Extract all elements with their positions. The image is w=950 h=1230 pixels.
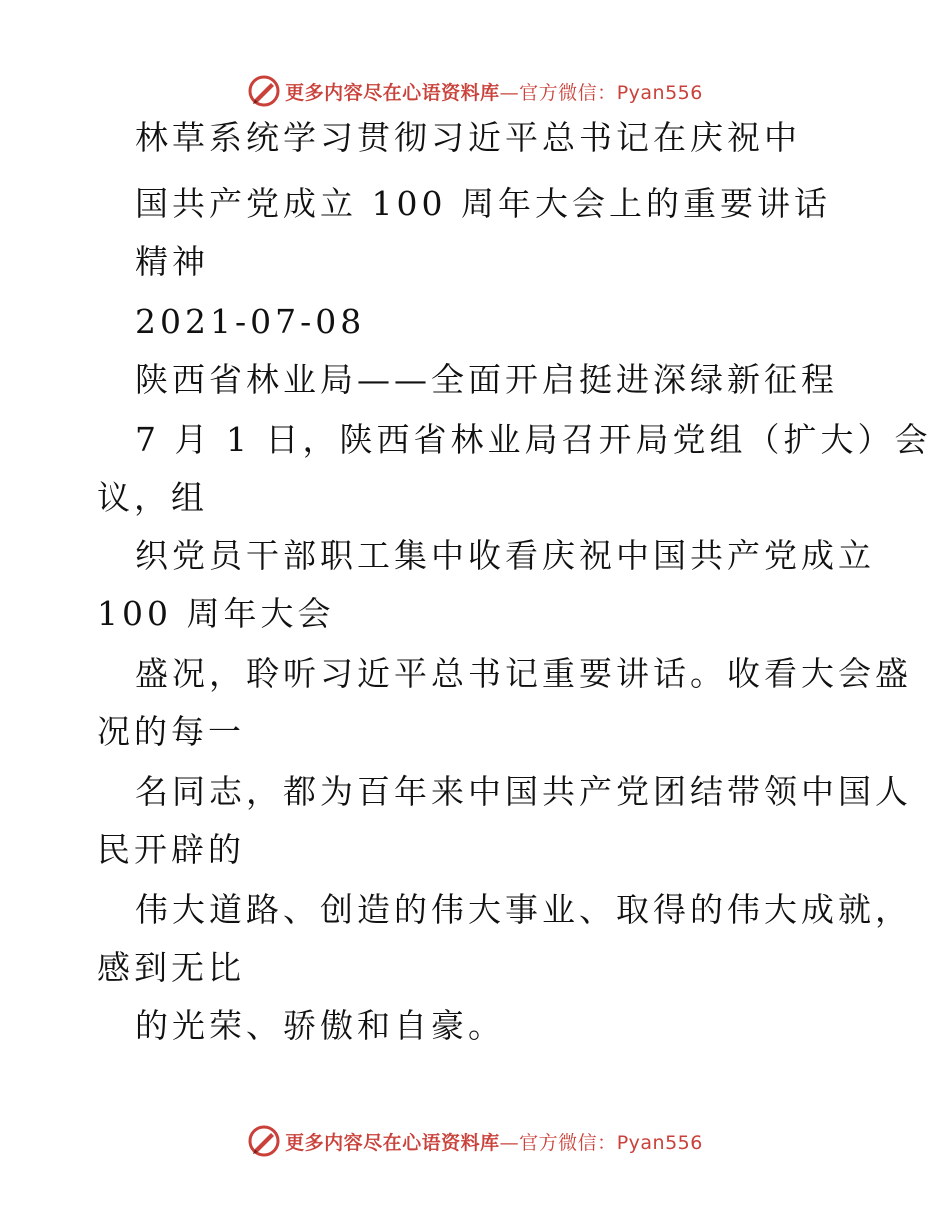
paragraph-line: 名同志，都为百年来中国共产党团结带领中国人 [135,772,912,811]
title-line-2: 国共产党成立 100 周年大会上的重要讲话 [135,184,831,223]
paragraph-line: 感到无比 [97,948,245,987]
banner-wechat-label: 官方微信： [519,1131,617,1154]
banner-main-text: 更多内容尽在心语资料库 [285,1131,500,1154]
pen-logo-icon [247,74,281,108]
banner-wechat-label: 官方微信： [519,81,617,104]
paragraph-line: 7 月 1 日，陕西省林业局召开局党组（扩大）会 [135,420,932,459]
paragraph-line: 织党员干部职工集中收看庆祝中国共产党成立 [135,536,875,575]
paragraph-line: 况的每一 [97,712,245,751]
banner-text [285,1128,703,1155]
paragraph-line: 伟大道路、创造的伟大事业、取得的伟大成就， [135,890,912,929]
pen-logo-icon [247,1124,281,1158]
title-line-1: 林草系统学习贯彻习近平总书记在庆祝中 [135,118,801,157]
paragraph-line: 的光荣、骄傲和自豪。 [135,1006,505,1045]
paragraph-line: 民开辟的 [97,830,245,869]
banner-wechat-id: Pyan556 [616,1131,703,1154]
paragraph-line: 100 周年大会 [97,594,335,633]
banner-text [285,78,703,105]
title-line-3: 精神 [135,242,209,281]
source-line: 陕西省林业局——全面开启挺进深绿新征程 [135,360,838,399]
paragraph-line: 盛况，聆听习近平总书记重要讲话。收看大会盛 [135,654,912,693]
banner-main-text: 更多内容尽在心语资料库 [285,81,500,104]
footer-banner [0,1121,950,1161]
banner-separator: — [499,81,520,104]
paragraph-line: 议，组 [97,478,208,517]
header-banner [0,71,950,111]
banner-wechat-id: Pyan556 [616,81,703,104]
banner-separator: — [499,1131,520,1154]
date-line: 2021-07-08 [135,302,366,341]
